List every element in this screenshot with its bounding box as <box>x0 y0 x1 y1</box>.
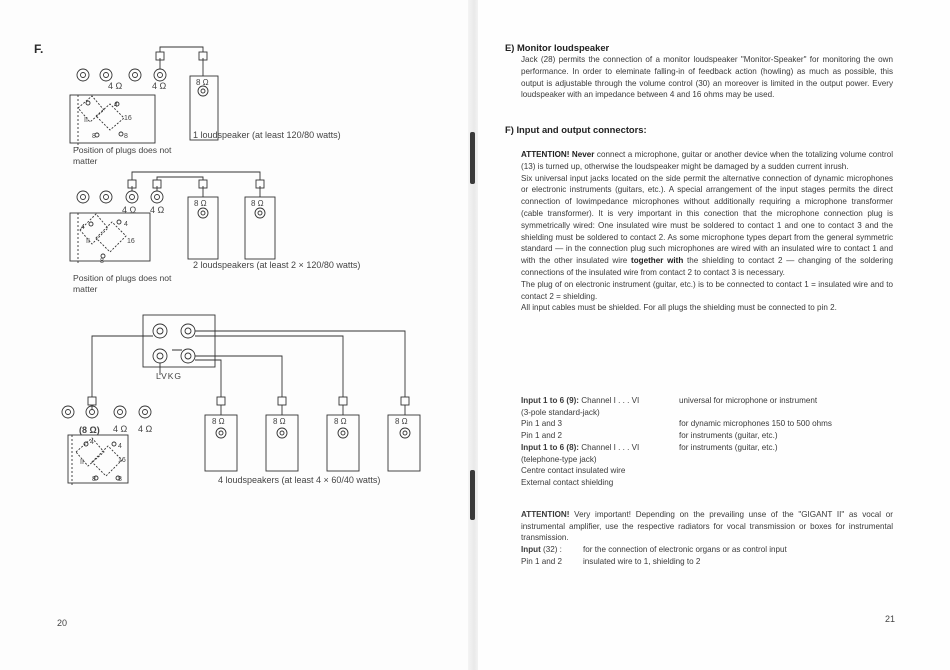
attention-label: ATTENTION! <box>521 510 570 519</box>
speaker-impedance-label: 8 Ω <box>212 417 225 426</box>
page-number-right: 21 <box>885 614 896 624</box>
attention-text: Very important! Depending on the prevailing unse of the "GIGANT II" as vocal or instrumental amplifier, use the respective radiators for vocal transmission or boxes for instrumental transmission. <box>521 510 893 543</box>
spec-left: Pin 1 and 3 <box>521 419 562 429</box>
diagram-caption: 4 loudspeakers (at least 4 × 60/40 watts) <box>218 475 381 485</box>
spec-bold: Input 1 to 6 (9): <box>521 396 579 405</box>
junction-jack <box>153 349 167 363</box>
microphone-paragraph <box>521 173 893 279</box>
speaker-impedance-label: 8 Ω <box>395 417 408 426</box>
section-f-heading: F) Input and output connectors: <box>505 124 647 135</box>
plug-label: 4 <box>81 224 85 231</box>
pin-description: insulated wire to 1, shielding to 2 <box>583 556 701 566</box>
plug-label: 8 <box>118 476 122 483</box>
jack-impedance-label: 4 Ω <box>152 81 167 91</box>
jack-plug <box>217 397 225 405</box>
spec-left: (telephone-type jack) <box>521 454 597 464</box>
input-number: (32) : <box>540 545 562 555</box>
speaker-impedance-label: 8 Ω <box>251 199 264 208</box>
microphone-text-b: the shielding to contact 2 — changing of the soldering connections of the insulated wire from contact 2 to contact 3 is necessary. <box>521 256 894 277</box>
section-e-heading: E) Monitor loudspeaker <box>505 42 610 53</box>
output-jack <box>62 406 74 418</box>
spec-right: universal for microphone or instrument <box>679 396 818 405</box>
pin-row <box>521 556 893 568</box>
junction-jack <box>153 324 167 338</box>
jack-plug <box>401 397 409 405</box>
plug-position-note: Position of plugs does not matter <box>73 273 172 294</box>
spec-left: Channel I . . . VI <box>579 442 640 452</box>
binding-mark <box>470 132 475 184</box>
left-page <box>0 0 470 670</box>
jack-impedance-label: 4 Ω <box>150 205 165 215</box>
spec-left: Channel I . . . VI <box>579 396 640 405</box>
spec-right <box>679 465 879 477</box>
jack-plug <box>278 397 286 405</box>
input-spec-table <box>521 395 879 489</box>
shielding-paragraph: All input cables must be shielded. For all plugs the shielding must be connected to pin 2. <box>521 303 837 313</box>
speaker-impedance-label: 8 Ω <box>334 417 347 426</box>
spec-bold: Input 1 to 6 (8): <box>521 442 579 452</box>
speaker-impedance-label: 8 Ω <box>194 199 207 208</box>
plug-label: II <box>80 459 84 466</box>
plug-label: II <box>84 117 88 124</box>
speaker-impedance-label: 8 Ω <box>196 78 209 87</box>
spec-row <box>521 465 879 477</box>
spec-right: for instruments (guitar, etc.) <box>679 431 778 441</box>
diagram-caption: 2 loudspeakers (at least 2 × 120/80 watts) <box>193 260 361 270</box>
section-e-body: Jack (28) permits the connection of a monitor loudspeaker "Monitor-Speaker" for monitoring the own performance. In order to eleminate falling-in of feedback action (howling) as much as possible, this output is adjustable through the volume control (30) an moreover is limited in the output power. Every loudspeaker with an impedance between 4 and 16 ohms may be used. <box>521 55 893 100</box>
jack-impedance-label: 4 Ω <box>122 205 137 215</box>
spec-right: for instruments (guitar, etc.) <box>679 442 778 452</box>
lvkg-box-label: LVKG <box>156 371 183 381</box>
diagram-caption: 1 loudspeaker (at least 120/80 watts) <box>193 130 341 140</box>
spec-row <box>521 430 879 442</box>
spec-row <box>521 477 879 489</box>
plug-label: II <box>86 238 90 245</box>
jack-plug <box>339 397 347 405</box>
plug-label: 8 <box>100 258 104 265</box>
input-32-row <box>521 544 893 556</box>
spec-right <box>679 477 879 489</box>
attention-label: ATTENTION! Never <box>521 150 595 159</box>
plug-position-note: Position of plugs does not matter <box>73 145 172 166</box>
plug-label: 16 <box>118 457 126 464</box>
speaker-impedance-label: 8 Ω <box>273 417 286 426</box>
jack-plug <box>88 397 96 405</box>
spec-row <box>521 407 879 419</box>
junction-jack <box>181 349 195 363</box>
attention-text: connect a microphone, guitar or another device when the totalizing volume control (13) is turned up, otherwise the loudspeaker might be damaged by a sudden current inrush. <box>521 150 893 171</box>
spec-left: Centre contact insulated wire <box>521 466 626 476</box>
plug-label: 4 <box>118 443 122 450</box>
plug-label: 16 <box>124 115 132 122</box>
page-number-left: 20 <box>57 618 68 628</box>
section-f-body <box>521 149 893 314</box>
spec-row <box>521 454 879 466</box>
spec-right <box>679 407 879 419</box>
microphone-text-a: Six universal input jacks located on the side permit the alternative connection of dynamic microphones or electronic instruments (guitars, etc.). A special arrangement of the input stages permits the direct connection of lowimpedance microphones without additionally requiring a microphone transformer (cable transformer). It is very important in this conection that the microphone connection plug is symmetrically wired: One insulated wire must be soldered to contact 1 and one to contact 3 and the shielding must be soldered to contact 2. As some microphone types depart from the general symmetric standard — in the connection plug such microphones are wired with an insulated wire to contact 1 and with the other insulated wire <box>521 173 893 266</box>
plug-label: 4 <box>90 439 94 446</box>
spec-row <box>521 442 879 454</box>
input-label: Input <box>521 545 541 555</box>
junction-jack <box>181 324 195 338</box>
attention-paragraph <box>521 149 893 173</box>
jack-impedance-label: 4 Ω <box>113 424 128 434</box>
pin-key: Pin 1 and 2 <box>521 556 562 566</box>
spec-right: for dynamic microphones 150 to 500 ohms <box>679 419 832 429</box>
input-description: for the connection of electronic organs or as control input <box>583 545 787 555</box>
plug-label: 16 <box>127 238 135 245</box>
plug-label: 8 <box>124 133 128 140</box>
spec-row <box>521 395 879 407</box>
plug-label: 8 <box>92 133 96 140</box>
spec-right <box>679 454 879 466</box>
attention-radiators-paragraph <box>521 509 893 544</box>
output-jack <box>114 406 126 418</box>
plug-label: 8 <box>92 476 96 483</box>
spec-row <box>521 418 879 430</box>
jack-impedance-label: (8 Ω) <box>79 425 100 435</box>
jack-impedance-label: 4 Ω <box>108 81 123 91</box>
instrument-paragraph: The plug of on electronic instrument (guitar, etc.) is to be connected to contact 1 = insulated wire and to contact 2 = shielding. <box>521 279 893 301</box>
section-letter: F. <box>34 42 44 56</box>
attention-radiators-block <box>521 509 893 568</box>
output-jack <box>139 406 151 418</box>
plug-label: 4 <box>124 221 128 228</box>
plug-label: 4 <box>114 102 118 109</box>
spec-left: External contact shielding <box>521 477 614 487</box>
spec-left: Pin 1 and 2 <box>521 431 562 441</box>
microphone-text-bold: together with <box>631 256 684 266</box>
jack-impedance-label: 4 Ω <box>138 424 153 434</box>
binding-mark <box>470 470 475 520</box>
spec-left: (3-pole standard-jack) <box>521 407 600 417</box>
